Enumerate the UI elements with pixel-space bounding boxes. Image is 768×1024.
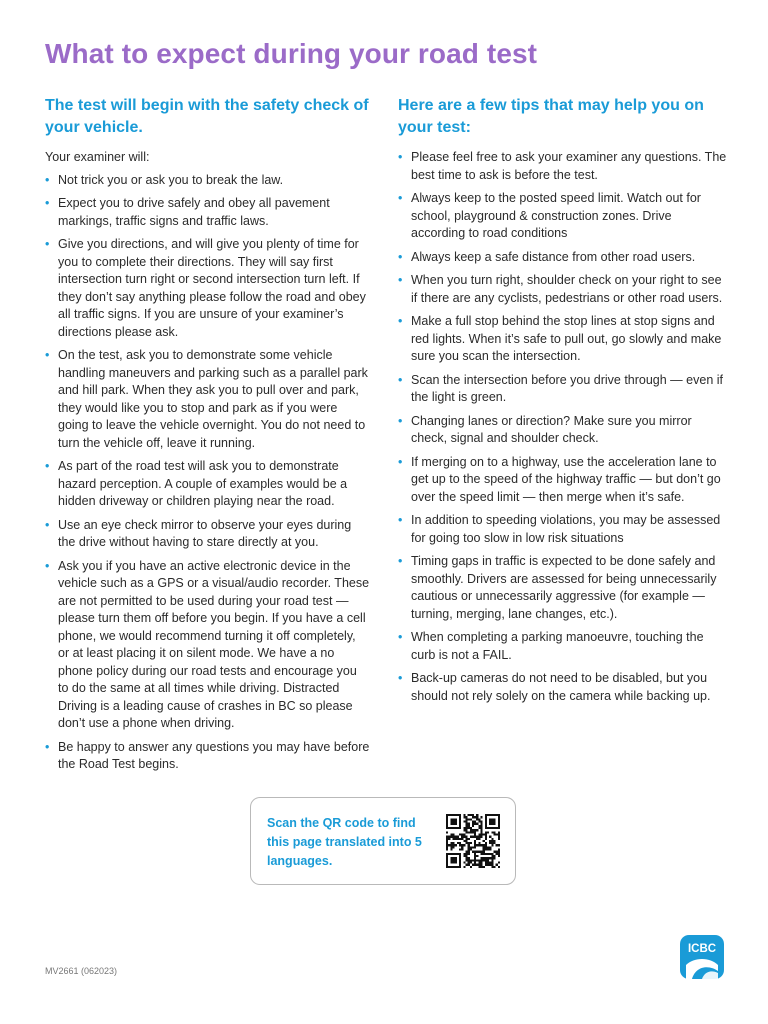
list-item: • Ask you if you have an active electronic device in the vehicle such as a GPS or a visual/audio recorder. These are not permitted to be used during your road test — please turn them off before you begin. If you have a cell phone, we would recommend turning it off completely, or at least placing it on silent mode. We have a no phone policy during our road tests and encourage you to do the same at all times while driving. Distracted Driving is a leading cause of crashes in BC so please don’t use a phone when driving. <box>45 558 370 733</box>
list-item: • Give you directions, and will give you plenty of time for you to complete their directions. They will say first intersection turn right or second intersection turn left. If they don’t say anything please follow the road and obey all traffic signs. If you are unsure of your examiner’s directions please ask. <box>45 236 370 341</box>
icbc-logo <box>680 935 724 979</box>
list-item: • Changing lanes or direction? Make sure you mirror check, signal and shoulder check. <box>398 413 728 448</box>
examiner-section <box>45 95 370 780</box>
list-item: • If merging on to a highway, use the acceleration lane to get up to the speed of the highway traffic — but don’t go over the speed limit — then merge when it’s safe. <box>398 454 728 507</box>
tips-section <box>398 95 728 711</box>
list-item: • In addition to speeding violations, you may be assessed for going too slow in low risk situations <box>398 512 728 547</box>
page-title: What to expect during your road test <box>45 38 538 69</box>
list-item: • On the test, ask you to demonstrate some vehicle handling maneuvers and parking such as a parallel park and hill park. When they ask you to pull over and park, they would like you to stop and park as if you were going to leave the vehicle overnight. You do not need to turn the vehicle off, leave it running. <box>45 347 370 452</box>
list-item: • As part of the road test will ask you to demonstrate hazard perception. A couple of examples would be a hidden driveway or children playing near the road. <box>45 458 370 511</box>
list-item: • Always keep a safe distance from other road users. <box>398 249 728 267</box>
examiner-intro: Your examiner will: <box>45 150 150 164</box>
examiner-list <box>45 172 370 774</box>
list-item: • Timing gaps in traffic is expected to be done safely and smoothly. Drivers are assessed for being unnecessarily cautious or unnecessarily aggressive (for example — turning, merging, lane changes, etc.). <box>398 553 728 623</box>
list-item: • Expect you to drive safely and obey all pavement markings, traffic signs and traffic laws. <box>45 195 370 230</box>
examiner-heading: The test will begin with the safety check of your vehicle. <box>45 97 369 136</box>
list-item: • Not trick you or ask you to break the law. <box>45 172 370 190</box>
qr-callout <box>250 797 516 885</box>
qr-code-icon[interactable] <box>446 814 500 868</box>
list-item: • When completing a parking manoeuvre, touching the curb is not a FAIL. <box>398 629 728 664</box>
list-item: • Make a full stop behind the stop lines at stop signs and red lights. When it’s safe to pull out, go slowly and make sure you scan the intersection. <box>398 313 728 366</box>
list-item: • Please feel free to ask your examiner any questions. The best time to ask is before the test. <box>398 149 728 184</box>
tips-list <box>398 149 728 705</box>
qr-callout-text: Scan the QR code to find this page translated into 5 languages. <box>267 816 422 868</box>
form-code: MV2661 (062023) <box>45 966 118 976</box>
list-item: • Scan the intersection before you drive through — even if the light is green. <box>398 372 728 407</box>
tips-heading: Here are a few tips that may help you on your test: <box>398 97 704 136</box>
list-item: • Always keep to the posted speed limit. Watch out for school, playground & construction zones. Drive according to road conditions <box>398 190 728 243</box>
svg-text:ICBC: ICBC <box>687 943 717 955</box>
list-item: • When you turn right, shoulder check on your right to see if there are any cyclists, pedestrians or other road users. <box>398 272 728 307</box>
list-item: • Back-up cameras do not need to be disabled, but you should not rely solely on the camera while backing up. <box>398 670 728 705</box>
list-item: • Use an eye check mirror to observe your eyes during the drive without having to stare directly at you. <box>45 517 370 552</box>
list-item: • Be happy to answer any questions you may have before the Road Test begins. <box>45 739 370 774</box>
